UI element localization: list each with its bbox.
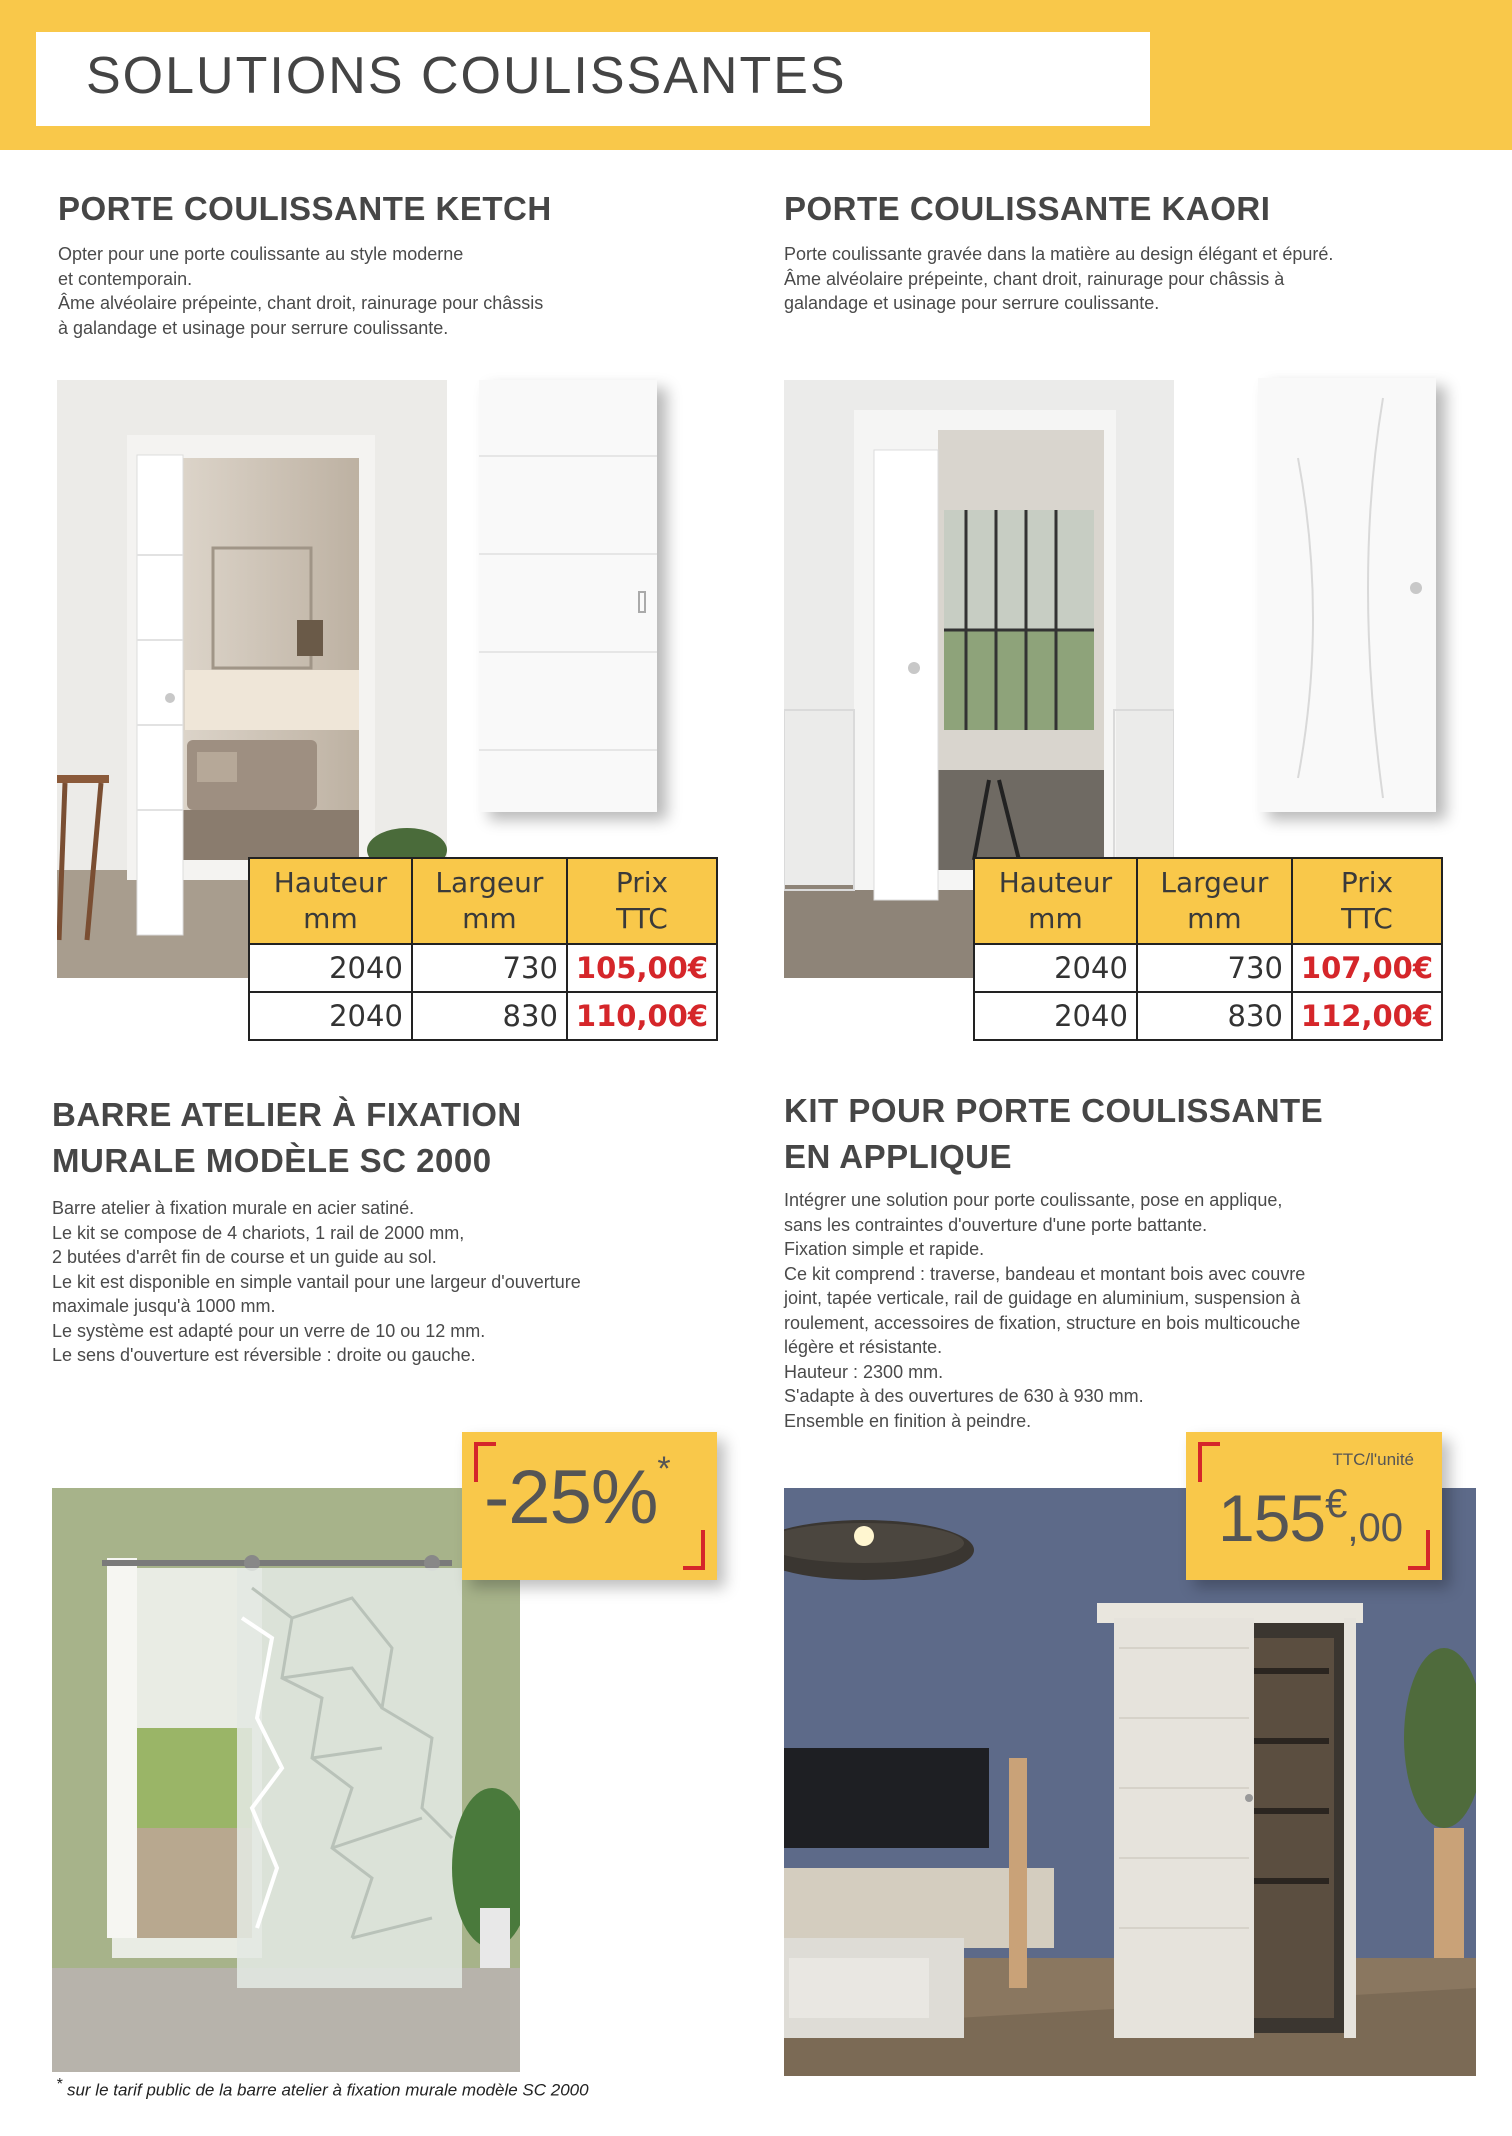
col-hauteur: Hauteur mm — [249, 858, 412, 944]
ketch-door-panel — [479, 380, 657, 812]
barre-title: BARRE ATELIER À FIXATION MURALE MODÈLE SC 2000 — [52, 1096, 522, 1179]
price-unit-label: TTC/l'unité — [1332, 1450, 1414, 1469]
kit-description: Intégrer une solution pour porte coulissante, pose en applique, sans les contraintes d'ouverture d'une porte battante. Fixation simple et rapide. Ce kit comprend : traverse, bandeau et montant bois avec couvre joint, tapée verticale, rail de guidage en aluminium, suspension à roulement, accessoires de fixation, structure en bois multicouche légère et résistante. Hauteur : 2300 mm. S'adapte à des ouvertures de 630 à 930 mm. Ensemble en finition à peindre. — [784, 1190, 1306, 1431]
barre-description: Barre atelier à fixation murale en acier satiné. Le kit se compose de 4 chariots, 1 rail de 2000 mm, 2 butées d'arrêt fin de course et un guide au sol. Le kit est disponible en simple vantail pour une largeur d'ouverture maximale jusqu'à 1000 mm. Le système est adapté pour un verre de 10 ou 12 mm. Le sens d'ouverture est réversible : droite ou gauche. — [52, 1198, 581, 1365]
cell-hauteur: 2040 — [249, 944, 412, 992]
table-row — [974, 944, 1442, 992]
footnote: * sur le tarif public de la barre atelier à fixation murale modèle SC 2000 — [56, 2076, 589, 2100]
cell-prix: 107,00€ — [1292, 944, 1442, 992]
corner-mark — [1408, 1530, 1430, 1570]
cell-hauteur: 2040 — [249, 992, 412, 1040]
promo-badge — [462, 1432, 717, 1580]
kit-price: 155€,00 — [1218, 1481, 1403, 1555]
cell-largeur: 730 — [1137, 944, 1292, 992]
col-largeur: Largeur mm — [1137, 858, 1292, 944]
corner-mark — [683, 1530, 705, 1570]
barre-glass-door-photo — [52, 1488, 520, 2072]
cell-prix: 110,00€ — [567, 992, 717, 1040]
ketch-description: Opter pour une porte coulissante au style moderne et contemporain. Âme alvéolaire prépeinte, chant droit, rainurage pour châssis à galandage et usinage pour serrure coulissante. — [58, 244, 544, 338]
table-row — [974, 992, 1442, 1040]
cell-largeur: 730 — [412, 944, 567, 992]
cell-largeur: 830 — [412, 992, 567, 1040]
col-largeur: Largeur mm — [412, 858, 567, 944]
kit-title: KIT POUR PORTE COULISSANTE EN APPLIQUE — [784, 1092, 1324, 1175]
kaori-price-table — [973, 857, 1443, 1041]
cell-prix: 112,00€ — [1292, 992, 1442, 1040]
col-prix: Prix TTC — [1292, 858, 1442, 944]
cell-largeur: 830 — [1137, 992, 1292, 1040]
col-prix: Prix TTC — [567, 858, 717, 944]
kaori-door-panel — [1258, 378, 1436, 812]
promo-percentage: -25%* — [484, 1450, 670, 1540]
table-row — [249, 992, 717, 1040]
kaori-title: PORTE COULISSANTE KAORI — [784, 190, 1271, 227]
price-badge — [1186, 1432, 1442, 1580]
table-row — [249, 944, 717, 992]
corner-mark — [1198, 1442, 1220, 1482]
cell-hauteur: 2040 — [974, 992, 1137, 1040]
cell-hauteur: 2040 — [974, 944, 1137, 992]
ketch-price-table — [248, 857, 718, 1041]
col-hauteur: Hauteur mm — [974, 858, 1137, 944]
kaori-description: Porte coulissante gravée dans la matière au design élégant et épuré. Âme alvéolaire prépeinte, chant droit, rainurage pour châssis à galandage et usinage pour serrure coulissante. — [784, 244, 1334, 313]
ketch-title: PORTE COULISSANTE KETCH — [58, 190, 552, 227]
page-title: SOLUTIONS COULISSANTES — [86, 47, 847, 105]
cell-prix: 105,00€ — [567, 944, 717, 992]
